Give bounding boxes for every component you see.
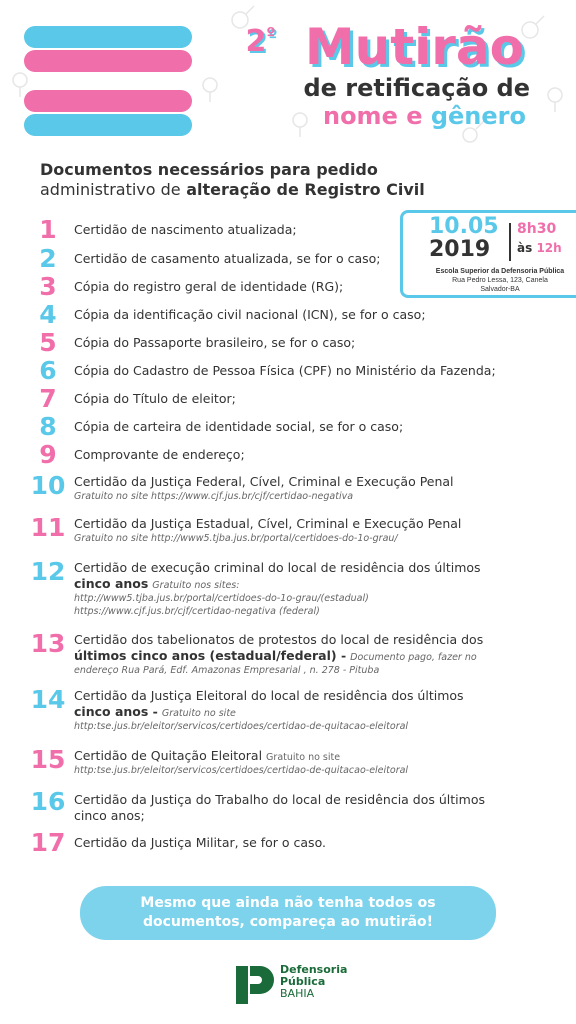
item-text	[74, 516, 534, 545]
item-text: Cópia da identificação civil nacional (ICN), se for o caso;	[74, 307, 426, 322]
item-note: Gratuito no site http://www5.tjba.jus.br/portal/certidoes-do-1o-grau/	[74, 533, 398, 544]
defensoria-logo	[236, 960, 356, 1006]
flag-stripe-pink	[24, 50, 192, 72]
item-note-inline: Gratuito no site	[161, 708, 236, 719]
item-text	[74, 474, 534, 503]
item-title: Certidão dos tabelionatos de protestos do local de residência dos	[74, 632, 484, 647]
item-text: Cópia de carteira de identidade social, se for o caso;	[74, 419, 404, 434]
item-title: Certidão de Quitação Eleitoral	[74, 748, 263, 763]
item-number: 6	[39, 356, 57, 385]
intro-line2	[40, 180, 460, 200]
flag-stripe-blue	[24, 26, 192, 48]
title-ordinal	[245, 24, 275, 59]
item-number: 10	[30, 471, 66, 500]
time-separator: às	[517, 241, 533, 255]
logo-line3: BAHIA	[280, 987, 315, 1000]
defensoria-logo-icon	[236, 964, 274, 1004]
logo-line2: Pública	[280, 975, 326, 988]
event-time-start: 8h30	[517, 221, 557, 237]
item-title-2: cinco anos;	[74, 808, 145, 823]
item-number: 7	[39, 384, 57, 413]
item-title-bold: cinco anos	[74, 576, 149, 591]
item-note: http:tse.jus.br/eleitor/servicos/certidoes/certidao-de-quitacao-eleitoral	[74, 721, 409, 732]
flag-stripe-pink	[24, 90, 192, 112]
item-note: http://www5.tjba.jus.br/portal/certidoes-do-1o-grau/(estadual)	[74, 593, 369, 604]
item-text: Cópia do registro geral de identidade (RG);	[74, 279, 344, 294]
item-number: 3	[39, 272, 57, 301]
venue-city: Salvador-BA	[480, 286, 520, 293]
subtitle-nome: nome	[322, 102, 398, 130]
title-subtitle-line1: de retificação de	[303, 74, 530, 102]
item-note: Gratuito no site https://www.cjf.jus.br/cjf/certidao-negativa	[74, 491, 354, 502]
item-text: Cópia do Cadastro de Pessoa Física (CPF) no Ministério da Fazenda;	[74, 363, 496, 378]
item-text	[74, 560, 534, 618]
venue-address: Rua Pedro Lessa, 123, Canela	[452, 277, 548, 284]
item-number: 4	[39, 300, 57, 329]
cta-banner	[80, 886, 496, 940]
venue-name: Escola Superior da Defensoria Pública	[435, 268, 565, 275]
item-text: Comprovante de endereço;	[74, 447, 245, 462]
item-text	[74, 792, 534, 824]
item-title-bold: últimos cinco anos (estadual/federal) -	[74, 648, 347, 663]
item-text: Cópia do Título de eleitor;	[74, 391, 236, 406]
cta-line1: Mesmo que ainda não tenha todos os	[140, 895, 436, 911]
item-note: http:tse.jus.br/eleitor/servicos/certidoes/certidao-de-quitacao-eleitoral	[74, 765, 409, 776]
item-number: 17	[30, 828, 66, 857]
item-text: Certidão de casamento atualizada, se for o caso;	[74, 251, 381, 266]
item-number: 13	[30, 629, 66, 658]
event-year: 2019	[429, 237, 491, 262]
ordinal-suffix: º	[266, 24, 276, 43]
title-subtitle-line2	[303, 102, 526, 130]
flag-stripe-blue	[24, 114, 192, 136]
item-number: 8	[39, 412, 57, 441]
item-number: 2	[39, 244, 57, 273]
item-number: 5	[39, 328, 57, 357]
item-note-inline: Gratuito no site	[266, 752, 341, 763]
item-text: Certidão de nascimento atualizada;	[74, 222, 297, 237]
subtitle-e: e	[406, 102, 423, 130]
intro-line1: Documentos necessários para pedido	[40, 160, 378, 179]
item-number: 1	[39, 215, 57, 244]
item-text	[74, 688, 534, 733]
logo-text	[280, 964, 347, 1000]
event-date: 10.05	[429, 214, 499, 239]
intro-heading	[40, 160, 460, 200]
item-title: Certidão da Justiça do Trabalho do local de residência dos últimos	[74, 792, 485, 807]
item-number: 12	[30, 557, 66, 586]
event-title	[245, 18, 530, 130]
item-number: 16	[30, 787, 66, 816]
intro-line2-bold: alteração de Registro Civil	[186, 180, 425, 199]
item-text	[74, 748, 534, 777]
item-title-bold: cinco anos -	[74, 704, 158, 719]
item-note-inline: Gratuito nos sites:	[152, 580, 240, 591]
item-text: Certidão da Justiça Militar, se for o caso.	[74, 835, 326, 850]
item-note: endereço Rua Pará, Edf. Amazonas Empresarial , n. 278 - Pituba	[74, 665, 380, 676]
item-number: 14	[30, 685, 66, 714]
item-title: Certidão de execução criminal do local de residência dos últimos	[74, 560, 481, 575]
item-number: 9	[39, 440, 57, 469]
cta-line2: documentos, compareça ao mutirão!	[142, 914, 434, 930]
ordinal-number: 2	[245, 24, 267, 59]
item-title: Certidão da Justiça Eleitoral do local de residência dos últimos	[74, 688, 464, 703]
item-text: Cópia do Passaporte brasileiro, se for o caso;	[74, 335, 356, 350]
title-main: Mutirão	[304, 18, 524, 76]
item-title: Certidão da Justiça Estadual, Cível, Criminal e Execução Penal	[74, 516, 462, 531]
item-note-2: https://www.cjf.jus.br/cjf/certidao-negativa (federal)	[74, 606, 320, 617]
item-number: 11	[30, 513, 66, 542]
logo-line1: Defensoria	[280, 963, 348, 976]
time-end: 12h	[536, 241, 562, 255]
item-title: Certidão da Justiça Federal, Cível, Criminal e Execução Penal	[74, 474, 454, 489]
item-text	[74, 632, 534, 677]
item-note-inline: Documento pago, fazer no	[350, 652, 477, 663]
intro-line2-normal: administrativo de	[40, 180, 181, 199]
subtitle-genero: gênero	[430, 102, 526, 130]
item-number: 15	[30, 745, 66, 774]
